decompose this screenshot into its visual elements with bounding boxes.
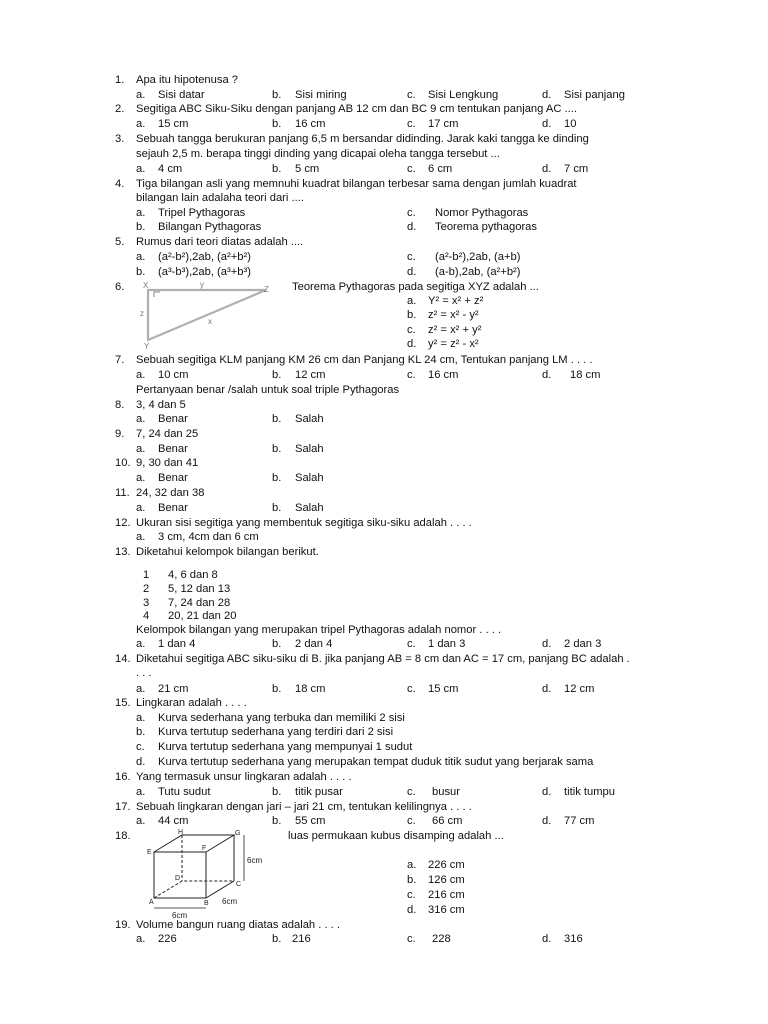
question-text: Volume bangun ruang diatas adalah . . . . xyxy=(136,919,341,931)
option-text: titik pusar xyxy=(295,786,343,798)
question-number: 10. xyxy=(115,457,131,469)
option-label: c. xyxy=(407,163,416,175)
option-label: a. xyxy=(136,89,146,101)
question-text: 9, 30 dan 41 xyxy=(136,457,199,469)
option-text: Salah xyxy=(295,502,324,514)
cube-hidden-edges xyxy=(154,881,234,898)
option-text: 15 cm xyxy=(158,118,189,130)
option-text: Benar xyxy=(158,413,188,425)
option-text: z² = x² - y² xyxy=(428,309,479,321)
option-label: a. xyxy=(136,933,146,945)
option-label: c. xyxy=(407,207,416,219)
option-label: a. xyxy=(136,786,146,798)
question-number: 2. xyxy=(115,103,125,115)
option-text: 18 cm xyxy=(570,369,601,381)
option-text: Benar xyxy=(158,443,188,455)
option-text: 1 dan 4 xyxy=(158,638,196,650)
question-number: 3. xyxy=(115,133,125,145)
question-text: . . . xyxy=(136,667,152,679)
option-label: c. xyxy=(407,118,416,130)
question-text: Kelompok bilangan yang merupakan tripel Pythagoras adalah nomor . . . . xyxy=(136,624,502,636)
vertex-b-label: B xyxy=(204,900,209,907)
option-label: d. xyxy=(542,786,552,798)
cube-figure xyxy=(136,826,286,920)
question-text: luas permukaan kubus disamping adalah ... xyxy=(288,830,504,842)
cube-top-edges xyxy=(154,835,234,852)
question-text: sejauh 2,5 m. berapa tinggi dinding yang dicapai oleha tangga tersebut ... xyxy=(136,148,500,160)
option-label: d. xyxy=(542,369,552,381)
option-label: a. xyxy=(136,413,146,425)
option-label: b. xyxy=(272,683,282,695)
question-text: Segitiga ABC Siku-Siku dengan panjang AB 12 cm dan BC 9 cm tentukan panjang AC .... xyxy=(136,103,577,115)
vertex-f-label: F xyxy=(202,845,207,852)
list-item: 5, 12 dan 13 xyxy=(168,583,231,595)
option-text: 15 cm xyxy=(428,683,459,695)
option-text: Nomor Pythagoras xyxy=(435,207,529,219)
option-text: 10 cm xyxy=(158,369,189,381)
vertex-e-label: E xyxy=(147,849,152,856)
option-label: b. xyxy=(272,933,282,945)
option-label: b. xyxy=(272,815,282,827)
option-label: d. xyxy=(407,266,417,278)
vertex-h-label: H xyxy=(178,829,184,836)
option-text: 44 cm xyxy=(158,815,189,827)
option-label: b. xyxy=(136,266,146,278)
option-label: a. xyxy=(136,163,146,175)
option-text: Salah xyxy=(295,472,324,484)
option-text: 10 xyxy=(564,118,577,130)
option-label: c. xyxy=(407,89,416,101)
question-number: 14. xyxy=(115,653,131,665)
question-number: 18. xyxy=(115,830,131,842)
question-text: Diketahui kelompok bilangan berikut. xyxy=(136,546,319,558)
option-text: (a²-b²),2ab, (a+b) xyxy=(435,251,521,263)
option-text: titik tumpu xyxy=(564,786,615,798)
option-text: Y² = x² + z² xyxy=(428,295,484,307)
question-number: 16. xyxy=(115,771,131,783)
question-text: Sebuah tangga berukuran panjang 6,5 m bersandar didinding. Jarak kaki tangga ke dinding xyxy=(136,133,589,145)
vertex-y-label: Y xyxy=(144,342,150,350)
question-text: Sebuah segitiga KLM panjang KM 26 cm dan Panjang KL 24 cm, Tentukan panjang LM . . . . xyxy=(136,354,593,366)
option-text: Sisi miring xyxy=(295,89,347,101)
question-number: 4. xyxy=(115,178,125,190)
option-label: b. xyxy=(272,89,282,101)
option-label: c. xyxy=(136,741,145,753)
option-text: z² = x² + y² xyxy=(428,324,482,336)
option-text: Sisi datar xyxy=(158,89,205,101)
option-label: b. xyxy=(272,369,282,381)
option-label: a. xyxy=(407,295,417,307)
option-label: a. xyxy=(136,369,146,381)
list-item: 20, 21 dan 20 xyxy=(168,610,237,622)
option-label: a. xyxy=(407,859,417,871)
option-label: b. xyxy=(272,502,282,514)
option-label: d. xyxy=(542,815,552,827)
question-text: Tiga bilangan asli yang memnuhi kuadrat bilangan terbesar sama dengan jumlah kuadrat xyxy=(136,178,577,190)
vertex-c-label: C xyxy=(236,881,242,888)
question-text: 24, 32 dan 38 xyxy=(136,487,205,499)
option-label: a. xyxy=(136,638,146,650)
option-text: Tripel Pythagoras xyxy=(158,207,246,219)
option-text: Kurva sederhana yang terbuka dan memiliki 2 sisi xyxy=(158,712,405,724)
vertex-g-label: G xyxy=(235,830,241,837)
vertex-a-label: A xyxy=(149,899,154,906)
side-z-label: z xyxy=(140,309,144,318)
option-text: (a³-b³),2ab, (a³+b³) xyxy=(158,266,251,278)
option-label: b. xyxy=(272,413,282,425)
option-text: 17 cm xyxy=(428,118,459,130)
option-text: (a²-b²),2ab, (a²+b²) xyxy=(158,251,251,263)
option-label: a. xyxy=(136,207,146,219)
option-text: 77 cm xyxy=(564,815,595,827)
option-text: 66 cm xyxy=(432,815,463,827)
question-number: 19. xyxy=(115,919,131,931)
question-text: 7, 24 dan 25 xyxy=(136,428,199,440)
option-label: a. xyxy=(136,502,146,514)
option-text: Salah xyxy=(295,413,324,425)
option-label: c. xyxy=(407,369,416,381)
option-text: 12 cm xyxy=(295,369,326,381)
list-number: 4 xyxy=(143,610,150,622)
option-text: Salah xyxy=(295,443,324,455)
side-y-label: y xyxy=(200,280,204,289)
triangle-xyz-figure xyxy=(136,278,286,350)
option-text: 16 cm xyxy=(428,369,459,381)
option-text: 2 dan 4 xyxy=(295,638,333,650)
option-label: b. xyxy=(272,443,282,455)
option-label: d. xyxy=(542,89,552,101)
list-number: 3 xyxy=(143,597,150,609)
option-text: 5 cm xyxy=(295,163,320,175)
option-label: b. xyxy=(407,309,417,321)
list-item: 7, 24 dan 28 xyxy=(168,597,231,609)
option-label: d. xyxy=(407,221,417,233)
option-label: d. xyxy=(542,638,552,650)
option-label: c. xyxy=(407,638,416,650)
dim-height-label: 6cm xyxy=(247,856,263,865)
option-text: 16 cm xyxy=(295,118,326,130)
option-label: b. xyxy=(272,638,282,650)
option-text: 228 xyxy=(432,933,451,945)
option-label: d. xyxy=(542,118,552,130)
dim-depth-label: 6cm xyxy=(222,897,238,906)
option-label: a. xyxy=(136,443,146,455)
option-text: 12 cm xyxy=(564,683,595,695)
option-text: 3 cm, 4cm dan 6 cm xyxy=(158,531,259,543)
option-label: c. xyxy=(407,933,416,945)
question-text: Sebuah lingkaran dengan jari – jari 21 cm, tentukan kelilingnya . . . . xyxy=(136,801,472,813)
option-text: 2 dan 3 xyxy=(564,638,602,650)
option-label: c. xyxy=(407,324,416,336)
question-text: Yang termasuk unsur lingkaran adalah . . . . xyxy=(136,771,352,783)
option-label: a. xyxy=(136,251,146,263)
option-text: 126 cm xyxy=(428,874,465,886)
option-text: 226 cm xyxy=(428,859,465,871)
option-label: a. xyxy=(136,683,146,695)
question-number: 5. xyxy=(115,236,125,248)
question-number: 9. xyxy=(115,428,125,440)
question-text: Diketahui segitiga ABC siku-siku di B. jika panjang AB = 8 cm dan AC = 17 cm, panjang BC adalah . xyxy=(136,653,630,665)
option-text: Tutu sudut xyxy=(158,786,211,798)
option-label: b. xyxy=(136,726,146,738)
question-number: 8. xyxy=(115,399,125,411)
option-label: c. xyxy=(407,889,416,901)
option-label: b. xyxy=(272,786,282,798)
option-text: 1 dan 3 xyxy=(428,638,466,650)
option-text: 55 cm xyxy=(295,815,326,827)
option-label: a. xyxy=(136,531,146,543)
option-label: c. xyxy=(407,815,416,827)
question-number: 6. xyxy=(115,281,125,293)
question-text: Lingkaran adalah . . . . xyxy=(136,697,247,709)
option-label: d. xyxy=(542,163,552,175)
option-label: c. xyxy=(407,683,416,695)
option-text: Kurva tertutup sederhana yang merupakan tempat duduk titik sudut yang berjarak sama xyxy=(158,756,594,768)
question-text: bilangan lain adalaha teori dari .... xyxy=(136,192,304,204)
list-item: 4, 6 dan 8 xyxy=(168,569,218,581)
option-label: d. xyxy=(136,756,146,768)
question-text: Ukuran sisi segitiga yang membentuk segitiga siku-siku adalah . . . . xyxy=(136,517,472,529)
dim-width-label: 6cm xyxy=(172,911,188,920)
triangle-shape xyxy=(148,290,266,340)
option-text: 316 cm xyxy=(428,904,465,916)
option-text: 18 cm xyxy=(295,683,326,695)
cube-right-edges xyxy=(206,835,234,898)
option-text: busur xyxy=(432,786,460,798)
vertex-z-label: Z xyxy=(264,285,269,294)
option-text: (a-b),2ab, (a²+b²) xyxy=(435,266,521,278)
question-number: 17. xyxy=(115,801,131,813)
option-text: 216 xyxy=(292,933,311,945)
side-x-label: x xyxy=(208,317,212,326)
option-label: a. xyxy=(136,118,146,130)
vertex-x-label: X xyxy=(143,281,149,290)
option-label: d. xyxy=(542,683,552,695)
option-label: d. xyxy=(542,933,552,945)
option-label: b. xyxy=(272,118,282,130)
option-label: c. xyxy=(407,251,416,263)
option-text: 4 cm xyxy=(158,163,183,175)
option-label: a. xyxy=(136,712,146,724)
question-text: Rumus dari teori diatas adalah .... xyxy=(136,236,304,248)
option-text: 226 xyxy=(158,933,177,945)
option-text: 6 cm xyxy=(428,163,453,175)
vertex-d-label: D xyxy=(175,875,181,882)
option-text: 216 cm xyxy=(428,889,465,901)
question-number: 11. xyxy=(115,487,130,499)
option-label: b. xyxy=(136,221,146,233)
option-text: Benar xyxy=(158,502,188,514)
option-label: a. xyxy=(136,472,146,484)
option-text: Kurva tertutup sederhana yang mempunyai 1 sudut xyxy=(158,741,413,753)
option-text: Kurva tertutup sederhana yang terdiri dari 2 sisi xyxy=(158,726,394,738)
question-number: 15. xyxy=(115,697,131,709)
option-label: d. xyxy=(407,338,417,350)
option-label: b. xyxy=(407,874,417,886)
option-label: b. xyxy=(272,472,282,484)
option-text: y² = z² - x² xyxy=(428,338,479,350)
option-label: c. xyxy=(407,786,416,798)
question-text: Teorema Pythagoras pada segitiga XYZ adalah ... xyxy=(292,281,539,293)
list-number: 2 xyxy=(143,583,150,595)
option-label: b. xyxy=(272,163,282,175)
option-label: d. xyxy=(407,904,417,916)
option-text: Benar xyxy=(158,472,188,484)
question-text: 3, 4 dan 5 xyxy=(136,399,186,411)
option-text: Teorema pythagoras xyxy=(435,221,537,233)
question-number: 1. xyxy=(115,74,125,86)
option-text: Bilangan Pythagoras xyxy=(158,221,262,233)
option-text: 316 xyxy=(564,933,583,945)
option-text: 21 cm xyxy=(158,683,189,695)
question-text: Apa itu hipotenusa ? xyxy=(136,74,239,86)
section-note: Pertanyaan benar /salah untuk soal triple Pythagoras xyxy=(136,384,400,396)
question-number: 12. xyxy=(115,517,131,529)
list-number: 1 xyxy=(143,569,150,581)
question-number: 13. xyxy=(115,546,131,558)
option-text: Sisi Lengkung xyxy=(428,89,499,101)
question-number: 7. xyxy=(115,354,125,366)
option-text: Sisi panjang xyxy=(564,89,625,101)
option-label: a. xyxy=(136,815,146,827)
option-text: 7 cm xyxy=(564,163,589,175)
